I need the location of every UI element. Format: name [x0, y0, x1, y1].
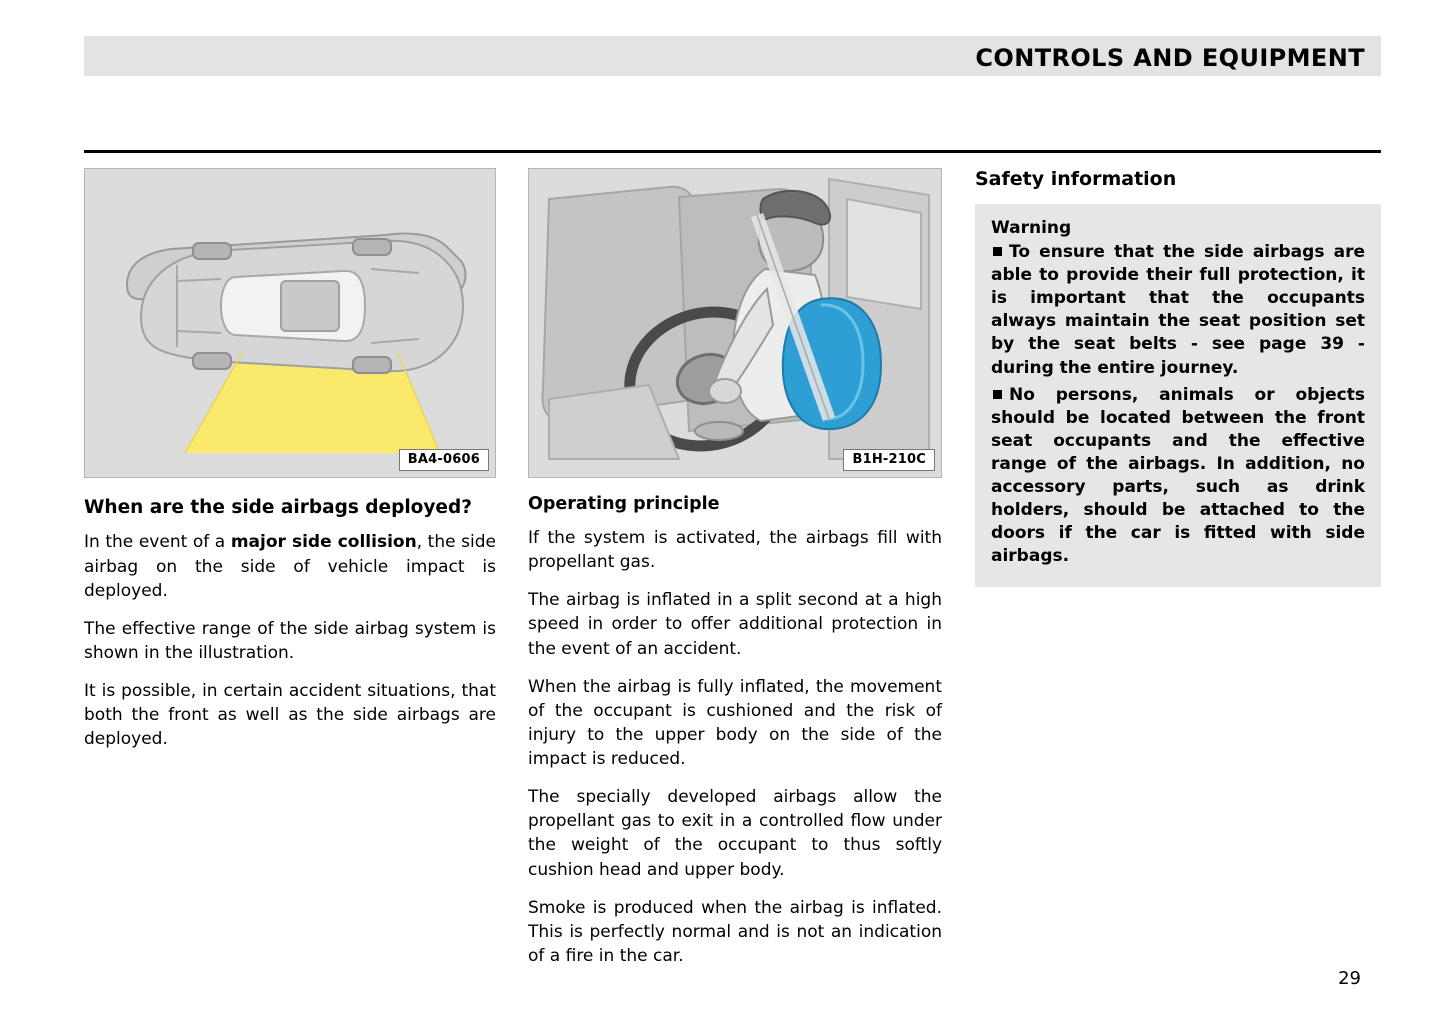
- paragraph-smoke: Smoke is produced when the airbag is inflated. This is perfectly normal and is not an indication of a fire in the car.: [528, 897, 942, 966]
- car-outline: [141, 239, 463, 373]
- warning-item-2-text: No persons, animals or objects should be located between the front seat occupants and the effective range of the airbags. In addition, no accessory parts, such as drink holders, should be attached to the doors if the car is fitted with side airbags.: [991, 384, 1365, 567]
- text-post: , the side airbag on the side of vehicle impact is deployed.: [84, 532, 496, 601]
- figure-side-airbag-range: [84, 168, 496, 478]
- window: [847, 199, 921, 309]
- figure-code-left: BA4-0606: [399, 449, 489, 471]
- text-bold-major-side-collision: major side collision: [230, 532, 417, 553]
- warning-label: Warning: [991, 218, 1072, 238]
- page-header-bar: [84, 36, 1381, 76]
- figure-code-middle: B1H-210C: [843, 449, 935, 471]
- driver-seat-illustration: [529, 169, 941, 477]
- column-left: [84, 168, 496, 751]
- paragraph-effective-range: The effective range of the side airbag system is shown in the illustration.: [84, 618, 496, 663]
- warning-item-1: [991, 241, 1365, 380]
- text-pre: In the event of a: [84, 532, 231, 553]
- paragraph-split-second: The airbag is inflated in a split second at a high speed in order to offer additional protection in the event of an accident.: [528, 590, 942, 659]
- heading-when-deployed: When are the side airbags deployed?: [84, 497, 472, 518]
- paragraph-major-side-collision: [84, 530, 496, 602]
- header-divider: [84, 150, 1381, 153]
- seat-back: [543, 187, 699, 419]
- heading-safety-information: Safety information: [975, 168, 1177, 190]
- bullet-square-icon: [993, 247, 1002, 256]
- page-number: 29: [1338, 968, 1361, 989]
- hand: [709, 379, 741, 403]
- paragraph-both-airbags: It is possible, in certain accident situations, that both the front as well as the side airbags are deployed.: [84, 681, 496, 750]
- paragraph-system-activated: If the system is activated, the airbags fill with propellant gas.: [528, 528, 942, 573]
- car-top-view-illustration: [85, 169, 495, 477]
- paragraph-controlled-flow: The specially developed airbags allow the propellant gas to exit in a controlled flow under the weight of the occupant to thus softly cushion head and upper body.: [528, 787, 942, 880]
- warning-box: [975, 204, 1381, 587]
- column-middle: [528, 168, 942, 968]
- heading-operating-principle: Operating principle: [528, 494, 720, 514]
- warning-item-1-text: To ensure that the side airbags are able to provide their full protection, it is important that the occupants always maintain the seat position set by the seat belts - see page 39 - during the entire journey.: [991, 242, 1365, 378]
- figure-airbag-deployed: [528, 168, 942, 478]
- page-title: CONTROLS AND EQUIPMENT: [975, 44, 1365, 72]
- bullet-square-icon: [993, 390, 1002, 399]
- paragraph-fully-inflated: When the airbag is fully inflated, the movement of the occupant is cushioned and the risk of injury to the upper body on the side of the impact is reduced.: [528, 676, 942, 769]
- column-right: [975, 168, 1381, 587]
- warning-item-2: [991, 384, 1365, 569]
